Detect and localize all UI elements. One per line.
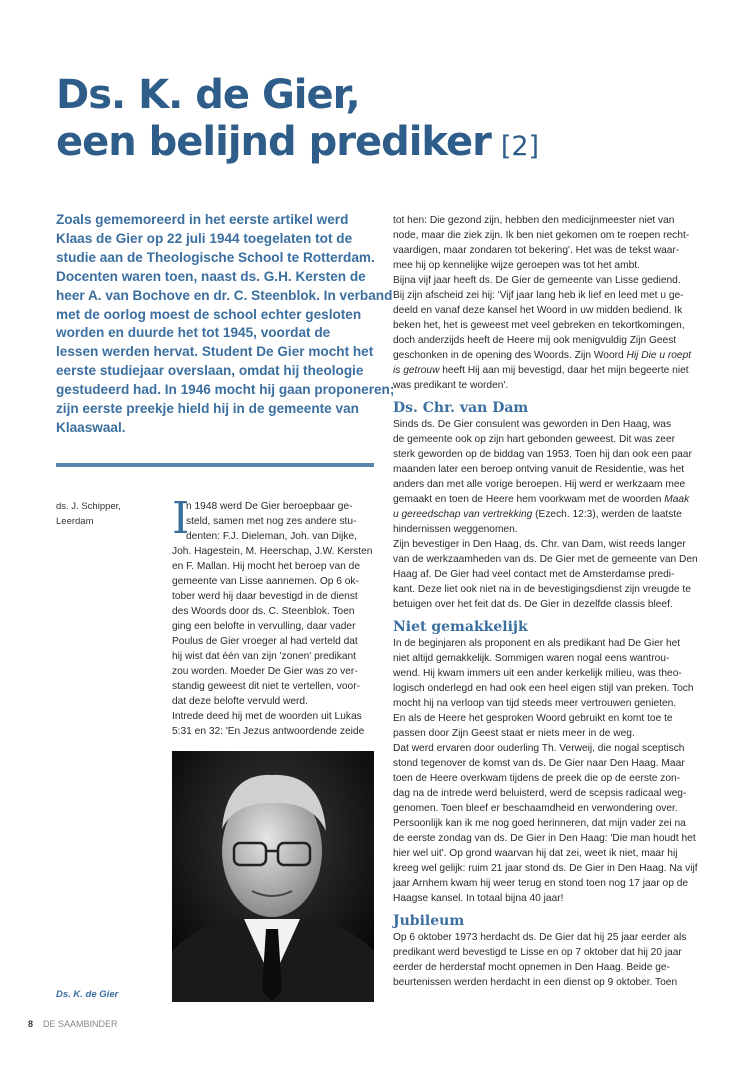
- intro-line: studie aan de Theologische School te Rotterdam.: [56, 249, 375, 265]
- intro-line: Zoals gememoreerd in het eerste artikel werd: [56, 212, 349, 227]
- author-byline: [56, 499, 121, 529]
- body-line: betuigen over het feit dat ds. De Gier in dezelfde classis bleef.: [393, 599, 673, 610]
- photo-caption: Ds. K. de Gier: [56, 989, 119, 1000]
- body-line: steld, samen met nog zes andere stu-: [186, 516, 357, 527]
- scripture-quote: u gereedschap van vertrekking: [393, 509, 533, 520]
- intro-line: heer A. van Bochove en dr. C. Steenblok. In verband: [56, 287, 393, 303]
- body-line: en F. Mallan. Hij mocht het beroep van de: [172, 561, 361, 572]
- article-title: [56, 72, 539, 170]
- body-line: maanden later een beroep ontving vanuit de Residentie, was het: [393, 464, 685, 475]
- body-line: Bij zijn afscheid zei hij: 'Vijf jaar lang heb ik lief en leed met u ge-: [393, 290, 684, 301]
- portrait-photo: [172, 751, 374, 1002]
- body-line: eerder de herderstaf mocht opnemen in Den Haag. Beide ge-: [393, 962, 670, 973]
- intro-line: lessen werden hervat. Student De Gier mocht het: [56, 344, 374, 360]
- section-heading-niet-gemakkelijk: Niet gemakkelijk: [393, 619, 528, 635]
- intro-line: worden en duurde het tot 1945, voordat de: [56, 325, 331, 341]
- magazine-name: DE SAAMBINDER: [43, 1019, 118, 1029]
- body-line: En als de Heere het gesproken Woord gebruikt en komt toe te: [393, 713, 673, 724]
- body-line: van de werkzaamheden van ds. De Gier met de gemeente van Den: [393, 554, 698, 565]
- intro-line: Klaas de Gier op 22 juli 1944 toegelaten tot de: [56, 230, 353, 246]
- body-line: Op 6 oktober 1973 herdacht ds. De Gier dat hij 25 jaar eerder als: [393, 932, 687, 943]
- body-line: was predikant te worden'.: [393, 380, 509, 391]
- body-line: n 1948 werd De Gier beroepbaar ge-: [186, 501, 353, 512]
- body-line: In de beginjaren als proponent en als predikant had De Gier het: [393, 638, 681, 649]
- body-line: hij wist dat één van zijn 'zonen' predikant: [172, 651, 356, 662]
- intro-line: gestudeerd had. In 1946 mocht hij gaan proponeren;: [56, 382, 395, 398]
- body-line: denten: F.J. Dieleman, Joh. van Dijke,: [186, 531, 358, 542]
- section-heading-jubileum: Jubileum: [393, 913, 465, 929]
- body-line: tot hen: Die gezond zijn, hebben den medicijnmeester niet van: [393, 215, 675, 226]
- body-line: hindernissen weggenomen.: [393, 524, 518, 535]
- body-line: is getrouw heeft Hij aan mij bevestigd, daar het mijn begeerte niet: [393, 365, 689, 376]
- body-line: Intrede deed hij met de woorden uit Lukas: [172, 711, 362, 722]
- body-line: zou worden. Moeder De Gier was zo ver-: [172, 666, 358, 677]
- section-heading-van-dam: Ds. Chr. van Dam: [393, 400, 529, 416]
- body-line: node, maar die ziek zijn. Ik ben niet gekomen om te roepen recht-: [393, 230, 690, 241]
- body-line: u gereedschap van vertrekking (Ezech. 12:3), werden de laatste: [393, 509, 682, 520]
- body-line: beurtenissen werden herdacht in een dienst op 9 oktober. Toen: [393, 977, 678, 988]
- body-line: genomen. Toen bleef er beschaamdheid en verwondering over.: [393, 803, 678, 814]
- body-line: dag na de intrede werd beluisterd, werd de scepsis radicaal weg-: [393, 788, 687, 799]
- body-line: Zijn bevestiger in Den Haag, ds. Chr. van Dam, wist reeds langer: [393, 539, 686, 550]
- body-line: tober werd hij daar bevestigd in de dienst: [172, 591, 358, 602]
- page-number: 8: [28, 1019, 34, 1029]
- scripture-quote: Hij Die u roept: [626, 350, 692, 361]
- body-line: anders dan met alle vorige beroepen. Hij werd er werkzaam mee: [393, 479, 686, 490]
- intro-line: zijn eerste preekje hield hij in de gemeente van: [56, 401, 359, 417]
- author-place: Leerdam: [56, 516, 94, 527]
- body-line: deeld en vanaf deze kansel het Woord in uw midden bediend. Ik: [393, 305, 683, 316]
- body-line: ging een belofte in vervulling, daar vader: [172, 621, 356, 632]
- body-line: vaardigen, maar zondaren tot bekering'. Het was de tekst waar-: [393, 245, 680, 256]
- body-line: logisch onderlegd en had ook een heel eigen stijl van preken. Toch: [393, 683, 694, 694]
- body-line: gemeente van Lisse aannemen. Op 6 ok-: [172, 576, 359, 587]
- body-column-right: [393, 213, 711, 990]
- scripture-quote: Maak: [664, 494, 690, 505]
- body-line: niet altijd gemakkelijk. Sommigen waren nogal eens wantrou-: [393, 653, 670, 664]
- body-line: mee hij op kennelijke wijze geroepen was tot het ambt.: [393, 260, 640, 271]
- title-line-1: Ds. K. de Gier,: [56, 72, 360, 118]
- body-line: de eerste zondag van ds. De Gier in Den Haag: 'Die man houdt het: [393, 833, 696, 844]
- intro-line: eerste studiejaar overslaan, omdat hij theologie: [56, 363, 364, 379]
- body-line: kreeg wel gelijk: ruim 21 jaar stond ds. De Gier in Den Haag. Na vijf: [393, 863, 698, 874]
- body-line: 5:31 en 32: 'En Jezus antwoordende zeide: [172, 726, 365, 737]
- body-line: toen de Heere overkwam tijdens de preek die op de eerste zon-: [393, 773, 681, 784]
- body-line: Haagse kansel. In totaal bijna 40 jaar!: [393, 893, 564, 904]
- body-line: passen door Zijn Geest staat er niets meer in de weg.: [393, 728, 635, 739]
- body-line: Joh. Hagestein, M. Heerschap, J.W. Kersten: [172, 546, 373, 557]
- intro-line: Docenten waren toen, naast ds. G.H. Kersten de: [56, 268, 366, 284]
- intro-line: Klaaswaal.: [56, 419, 126, 435]
- body-line: Sinds ds. De Gier consulent was geworden in Den Haag, was: [393, 419, 672, 430]
- body-line: gemaakt en toen de Heere hem voorkwam met de woorden Maak: [393, 494, 690, 505]
- body-line: kant. Deze liet ook niet na in de bevestigingsdienst zijn vreugde te: [393, 584, 691, 595]
- body-line: des Woords door ds. C. Steenblok. Toen: [172, 606, 355, 617]
- body-line: dat deze belofte vervuld werd.: [172, 696, 308, 707]
- body-line: Poulus de Gier vroeger al had verteld dat: [172, 636, 358, 647]
- intro-line: met de oorlog moest de school echter gesloten: [56, 306, 362, 322]
- title-line-2: een belijnd prediker [2]: [56, 119, 540, 165]
- intro-paragraph: [56, 211, 395, 438]
- body-line: wend. Hij kwam immers uit een ander kerkelijk milieu, was theo-: [393, 668, 682, 679]
- page-footer: [28, 1019, 118, 1029]
- body-line: beken het, het is geweest met veel gebreken en tekortkomingen,: [393, 320, 685, 331]
- body-line: hier wel uit'. Op grond waarvan hij dat zei, weet ik niet, maar hij: [393, 848, 678, 859]
- part-number: [2]: [500, 131, 540, 162]
- body-line: de gemeente ook op zijn hart gebonden geweest. Dit was zeer: [393, 434, 676, 445]
- body-line: standig geweest dit niet te vertellen, voor-: [172, 681, 361, 692]
- body-line: Bijna vijf jaar heeft ds. De Gier de gemeente van Lisse gediend.: [393, 275, 681, 286]
- author-name: ds. J. Schipper,: [56, 501, 121, 512]
- portrait-illustration: [172, 751, 374, 1002]
- body-column-left: [172, 493, 373, 739]
- body-line: Dat werd ervaren door ouderling Th. Verweij, die nogal sceptisch: [393, 743, 685, 754]
- body-line: geschonken in de opening des Woords. Zijn Woord Hij Die u roept: [393, 350, 692, 361]
- scripture-quote: is getrouw: [393, 365, 440, 376]
- body-line: Persoonlijk kan ik me nog goed herinneren, dat mijn vader zei na: [393, 818, 686, 829]
- drop-cap: I: [172, 493, 190, 544]
- body-line: predikant werd bevestigd te Lisse en op 7 oktober dat hij 20 jaar: [393, 947, 682, 958]
- body-line: stond tegenover de komst van ds. De Gier naar Den Haag. Maar: [393, 758, 685, 769]
- intro-divider: [56, 463, 374, 467]
- body-line: sterk geworden op de biddag van 1953. Toen hij dan ook een paar: [393, 449, 692, 460]
- body-line: doch anderzijds heeft de Heere mij ook menigvuldig Zijn Geest: [393, 335, 677, 346]
- body-line: mocht hij na verloop van tijd steeds meer vertrouwen genieten.: [393, 698, 677, 709]
- body-line: Haag af. De Gier had veel contact met de Amsterdamse predi-: [393, 569, 675, 580]
- body-line: jaar Arnhem kwam hij weer terug en stond toen nog 17 jaar op de: [393, 878, 689, 889]
